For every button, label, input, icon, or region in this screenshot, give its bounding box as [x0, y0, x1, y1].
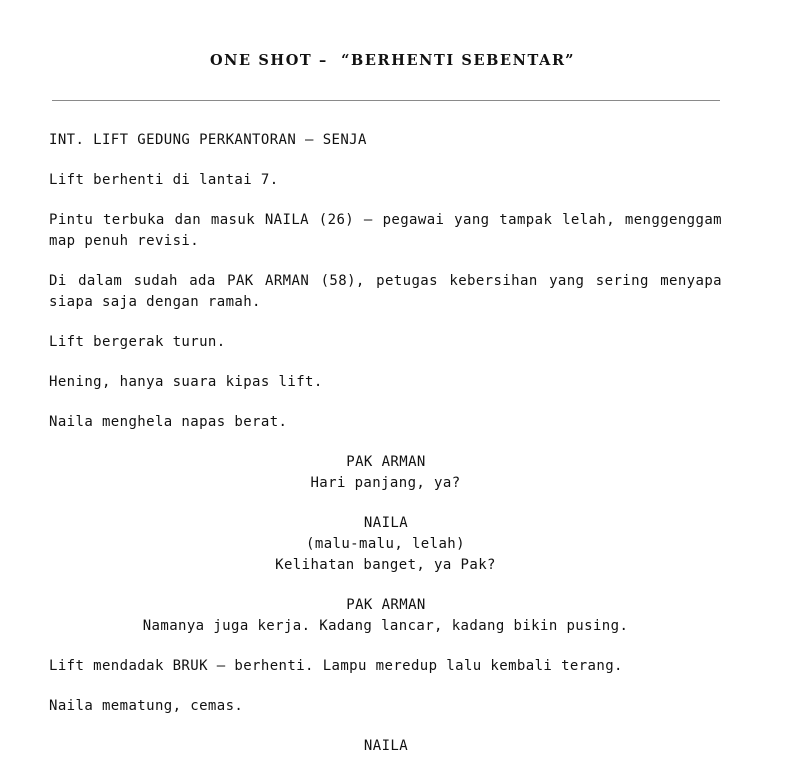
dialogue-character: NAILA [363, 515, 409, 531]
scene-heading: INT. LIFT GEDUNG PERKANTORAN – SENJA [49, 132, 367, 148]
dialogue-block [49, 513, 722, 576]
action-paragraph: Naila mematung, cemas. [49, 698, 244, 714]
action-paragraph: Lift berhenti di lantai 7. [49, 172, 279, 188]
action-paragraph: Di dalam sudah ada PAK ARMAN (58), petugas kebersihan yang sering menyapa siapa saja dengan ramah. [49, 273, 722, 310]
action-paragraph: Hening, hanya suara kipas lift. [49, 374, 323, 390]
dialogue-character: PAK ARMAN [346, 597, 426, 613]
dialogue-speech: Kelihatan banget, ya Pak? [275, 557, 496, 573]
page-title: ONE SHOT – “BERHENTI SEBENTAR” [209, 52, 576, 69]
dialogue-speech: Namanya juga kerja. Kadang lancar, kadang bikin pusing. [142, 618, 629, 634]
dialogue-block [49, 595, 722, 637]
dialogue-character: PAK ARMAN [346, 454, 426, 470]
dialogue-block [49, 736, 722, 757]
action-paragraph: Lift bergerak turun. [49, 334, 226, 350]
action-paragraph: Pintu terbuka dan masuk NAILA (26) — pegawai yang tampak lelah, menggenggam map penuh revisi. [49, 212, 722, 249]
action-paragraph: Naila menghela napas berat. [49, 414, 288, 430]
dialogue-parenthetical: (malu-malu, lelah) [306, 536, 465, 552]
script-body [49, 101, 722, 757]
dialogue-block [49, 452, 722, 494]
dialogue-speech: Hari panjang, ya? [310, 475, 461, 491]
action-paragraph: Lift mendadak BRUK — berhenti. Lampu meredup lalu kembali terang. [49, 658, 623, 674]
dialogue-character: NAILA [363, 738, 409, 754]
